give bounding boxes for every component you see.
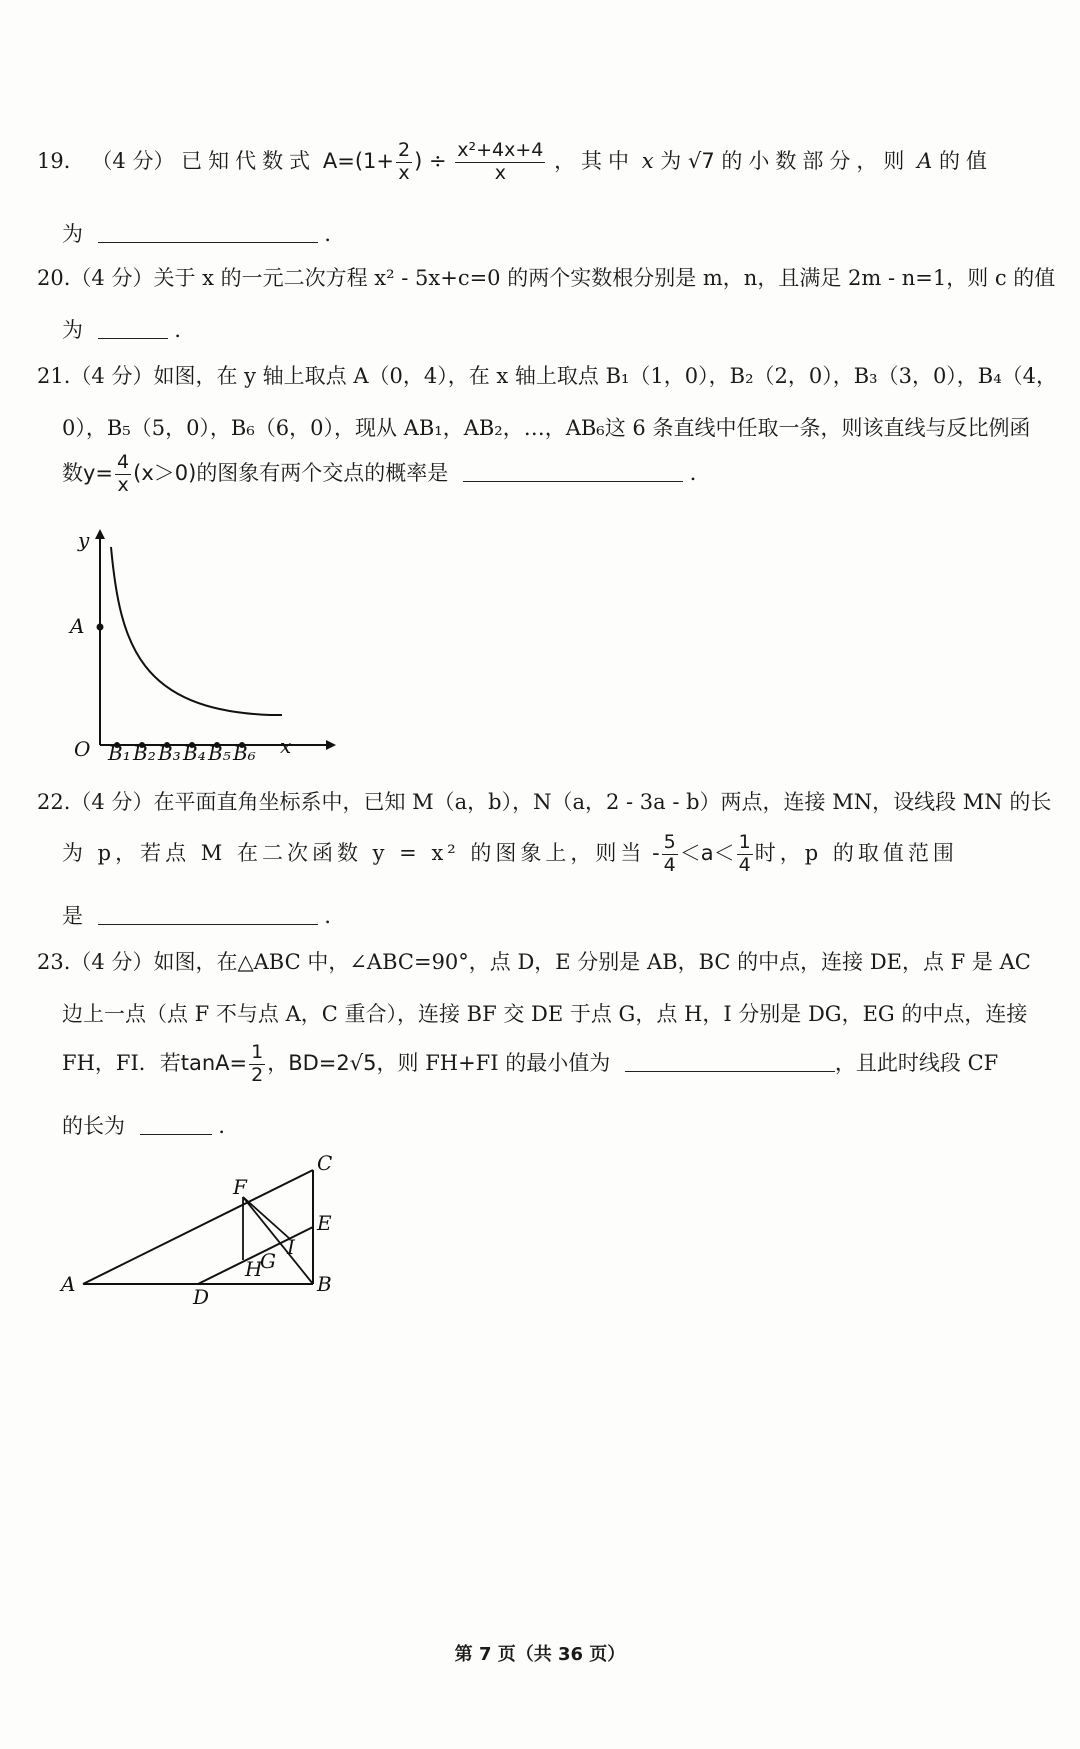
q19-score: （4 分） [91,148,175,173]
question-20 [37,266,1056,291]
q23-tan: tanA= [180,1050,248,1075]
q22-line3 [62,900,345,930]
q23-number: 23. [37,950,71,974]
q21-label-b1: B₁ [108,741,131,765]
q20-line2 [62,314,195,344]
q21-x-arrow [326,740,336,750]
q21-figure [60,525,340,765]
q20-line1: （4 分）关于 x 的一元二次方程 x² - 5x+c=0 的两个实数根分别是 m，n，且满足 2m - n=1，则 c 的值 [70,266,1056,290]
q19-text-mid: ，其中 [554,148,636,173]
q23-label-b: B [317,1272,332,1296]
q22-line2-suffix: 时，p 的取值范围 [754,840,958,865]
q21-line3-prefix: 数 [62,460,83,485]
question-23 [37,950,1047,975]
q21-label-a: A [70,614,85,638]
q22-line2-prefix: 为 p，若点 M 在二次函数 y = x² 的图象上，则当 [62,840,646,865]
q20-answer-blank[interactable] [98,318,168,339]
q19-number: 19． [37,148,85,173]
q21-frac-num: 4 [117,451,130,473]
q23-answer-blank-1[interactable] [625,1051,835,1072]
q22-line3-suffix: ． [324,904,346,928]
q20-number: 20. [37,266,71,290]
q21-label-b4: B₄ [183,741,206,765]
q21-hyperbola-curve [111,547,282,715]
q23-line3 [62,1042,998,1087]
q19-line2-suffix: ． [324,222,346,246]
question-21 [37,364,1058,389]
q19-frac2 [455,140,545,185]
q21-label-y: y [78,528,90,552]
q23-label-c: C [317,1151,333,1175]
q22-frac2-den: 4 [738,853,751,876]
q21-line3-text: 的图象有两个交点的概率是 [196,460,449,485]
q21-func-y: y= [83,460,114,485]
page-footer: 第 7 页（共 36 页） [454,1644,626,1665]
q23-line4-prefix: 的长为 [62,1114,125,1138]
q21-label-origin: O [74,737,91,761]
q21-number: 21. [37,364,71,388]
q19-line2 [62,218,345,248]
q23-label-g: G [260,1249,276,1273]
q21-frac-den: x [117,473,129,496]
q19-expr-close: ) [414,148,423,173]
q23-figure [55,1150,355,1320]
q19-intro: 已知代数式 [181,148,317,173]
q23-line4 [62,1110,239,1140]
q21-label-b5: B₅ [208,741,231,765]
q22-frac2 [737,832,753,877]
q21-label-b6: B₆ [233,741,256,765]
q22-lt: ＜a＜ [679,840,735,865]
q23-frac [249,1042,265,1087]
q21-line2: 0），B₅（5，0），B₆（6，0），现从 AB₁，AB₂，…，AB₆这 6 条直线中任取一条，则该直线与反比例函 [62,416,1031,440]
q21-answer-blank[interactable] [463,461,683,482]
q19-text-is: 为 [660,148,682,173]
q22-line2 [62,832,958,877]
q22-number: 22. [37,790,71,814]
q19-frac1-den: x [398,161,410,184]
q23-segment-fi [243,1197,290,1239]
q22-frac2-num: 1 [738,831,751,853]
q23-label-a: A [61,1272,76,1296]
q21-label-b3: B₃ [158,741,181,765]
q23-line2: 边上一点（点 F 不与点 A，C 重合），连接 BF 交 DE 于点 G，点 H，I 分别是 DG，EG 的中点，连接 [62,1002,1028,1026]
q19-sqrt: √7 [687,148,715,173]
q19-answer-blank[interactable] [98,222,318,243]
q23-frac-num: 1 [251,1041,264,1063]
q19-frac2-num: x²+4x+4 [457,139,544,161]
q23-label-e: E [317,1211,332,1235]
q21-label-b2: B₂ [133,741,156,765]
q22-frac1 [662,832,678,877]
q22-minus: - [652,840,660,865]
q23-line1: （4 分）如图，在△ABC 中，∠ABC=90°，点 D，E 分别是 AB，BC 的中点，连接 DE，点 F 是 AC [70,950,1031,974]
q21-frac [115,452,131,497]
q19-expr-a: A= [322,148,355,173]
q19-line2-prefix: 为 [62,222,83,246]
q23-line3-a: FH，FI．若 [62,1050,181,1075]
q20-line2-suffix: ． [174,318,196,342]
q23-answer-blank-2[interactable] [140,1114,212,1135]
q19-frac2-den: x [494,161,506,184]
q22-answer-blank[interactable] [98,904,318,925]
q22-frac1-num: 5 [663,831,676,853]
question-19 [37,140,1047,185]
q21-point-a-dot [97,624,104,631]
q20-line2-prefix: 为 [62,318,83,342]
q19-expr-open: (1+ [354,148,394,173]
q21-label-x: x [280,734,292,758]
q19-var-x: x [641,148,654,173]
q21-line3 [62,452,711,497]
q23-frac-den: 2 [251,1063,264,1086]
q21-line1: （4 分）如图，在 y 轴上取点 A（0，4），在 x 轴上取点 B₁（1，0），B₂（2，0），B₃（3，0），B₄（4， [70,364,1058,388]
q19-div-sign: ÷ [428,148,447,173]
q23-label-i: I [287,1235,295,1259]
q23-segment-ac [83,1170,313,1284]
q23-bd: ，BD=2√5 [267,1050,377,1075]
q23-label-h: H [245,1257,263,1281]
q23-label-d: D [193,1285,210,1309]
q22-frac1-den: 4 [663,853,676,876]
q22-line1: （4 分）在平面直角坐标系中，已知 M（a，b），N（a，2 - 3a - b）两点，连接 MN，设线段 MN 的长 [70,790,1052,814]
q23-label-f: F [233,1175,247,1199]
q19-frac1 [396,140,412,185]
q22-line3-prefix: 是 [62,904,83,928]
q21-y-arrow [95,529,105,539]
q19-text-value: 的值 [938,148,993,173]
q19-text-end: 的小数部分，则 [721,148,911,173]
question-22 [37,790,1052,815]
q23-line3-b: ，则 FH+FI 的最小值为 [376,1050,611,1075]
q19-var-a: A [917,148,933,173]
q23-line3-c: ，且此时线段 CF [834,1050,999,1075]
q21-cond: (x＞0) [133,460,197,485]
q21-line3-suffix: ． [689,460,711,485]
q19-frac1-num: 2 [397,139,411,161]
q23-line4-suffix: ． [218,1114,240,1138]
